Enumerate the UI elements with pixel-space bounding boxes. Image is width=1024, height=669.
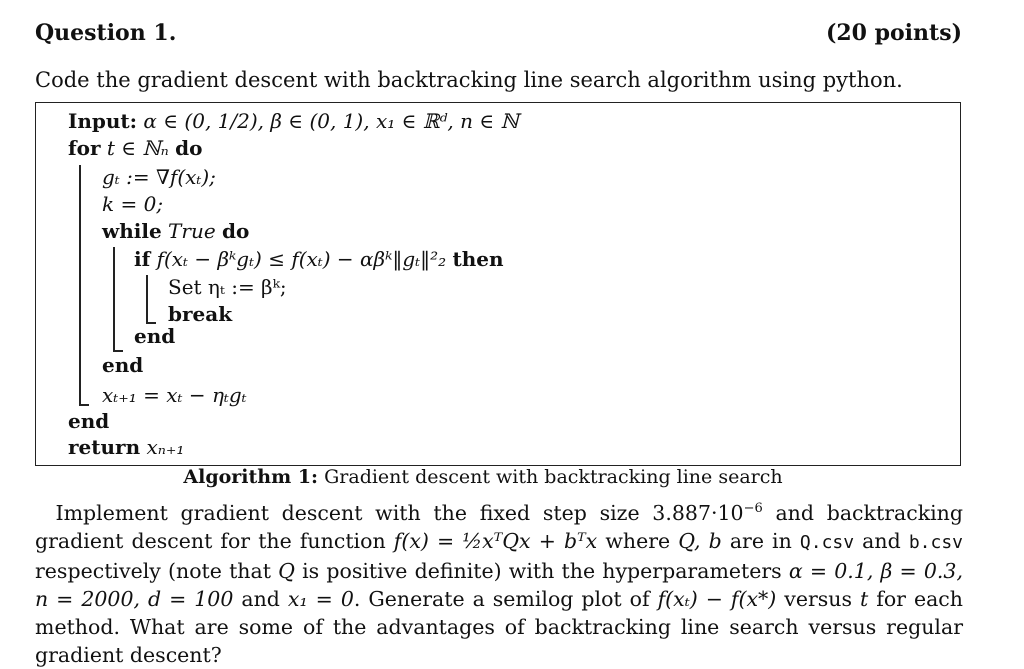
file-q-csv: Q.csv	[799, 531, 855, 553]
input-math: α ∈ (0, 1/2), β ∈ (0, 1), x₁ ∈ ℝᵈ, n ∈ ℕ	[143, 109, 519, 133]
caption-text: Gradient descent with backtracking line search	[324, 466, 783, 488]
algorithm-if-line	[134, 247, 504, 271]
body-text-10: versus	[776, 586, 861, 611]
keyword-end-while: end	[102, 353, 144, 377]
keyword-for: for	[68, 136, 101, 160]
keyword-if: if	[134, 247, 151, 271]
body-text-11: for each method. What are some of the advantages of backtracking line search versus regular gradient descent?	[35, 586, 963, 667]
question-points: (20 points)	[825, 20, 962, 46]
body-text-9: . Generate a semilog plot of	[353, 586, 658, 611]
t-symbol: t	[860, 586, 869, 611]
for-math: t ∈ ℕₙ	[106, 136, 169, 160]
if-condition: f(xₜ − βᵏgₜ) ≤ f(xₜ) − αβᵏ‖gₜ‖²₂	[156, 247, 447, 271]
keyword-end-if: end	[134, 324, 176, 348]
function-expression: f(x) = ½xᵀQx + bᵀx	[393, 528, 598, 553]
for-scope-bar	[79, 165, 81, 405]
if-scope-bar	[146, 275, 148, 323]
file-b-csv: b.csv	[908, 531, 963, 553]
body-text-5: and	[854, 528, 909, 553]
algorithm-k-init-line: k = 0;	[102, 192, 164, 216]
body-text-1: Implement gradient descent with the fixed step size 3.887·10	[55, 500, 744, 525]
algorithm-update-line: xₜ₊₁ = xₜ − ηₜgₜ	[102, 383, 247, 407]
algorithm-return-line	[68, 435, 184, 459]
q-b-symbols: Q, b	[678, 528, 722, 553]
caption-label: Algorithm 1:	[183, 466, 319, 488]
while-condition: True	[168, 219, 216, 243]
keyword-break: break	[168, 302, 233, 326]
body-text-7: is positive definite) with the hyperparameters	[294, 558, 789, 583]
plot-expression: f(xₜ) − f(x*)	[657, 586, 777, 611]
keyword-return: return	[68, 435, 141, 459]
body-text-2: and backtracking gradient descent for the function	[35, 500, 964, 553]
keyword-input: Input:	[68, 109, 138, 133]
question-body	[35, 495, 963, 669]
step-size-exponent: −6	[743, 501, 763, 516]
algorithm-while-line	[102, 219, 249, 243]
while-scope-bar	[113, 247, 115, 351]
body-text-3: where	[597, 528, 679, 553]
keyword-end-for: end	[68, 409, 110, 433]
algorithm-input-line	[68, 109, 519, 133]
algorithm-for-line	[68, 136, 202, 160]
algorithm-box	[35, 102, 961, 466]
keyword-while: while	[102, 219, 162, 243]
body-text-6: respectively (note that	[35, 558, 279, 583]
q-symbol: Q	[278, 558, 295, 583]
body-text-8: and	[233, 586, 288, 611]
for-scope-tick	[79, 404, 89, 406]
while-scope-tick	[113, 350, 123, 352]
keyword-do: do	[175, 136, 203, 160]
question-heading: Question 1.	[35, 20, 177, 46]
algorithm-set-line: Set ηₜ := βᵏ;	[168, 275, 287, 299]
body-text-4: are in	[721, 528, 800, 553]
keyword-then: then	[452, 247, 504, 271]
algorithm-caption	[0, 466, 966, 488]
x1-initial: x₁ = 0	[287, 586, 354, 611]
return-value: xₙ₊₁	[146, 435, 185, 459]
intro-text: Code the gradient descent with backtracking line search algorithm using python.	[35, 68, 903, 92]
hyperparameters: α = 0.1, β = 0.3, n = 2000, d = 100	[35, 558, 963, 611]
algorithm-gradient-line: gₜ := ∇f(xₜ);	[102, 165, 216, 189]
keyword-do-while: do	[222, 219, 250, 243]
